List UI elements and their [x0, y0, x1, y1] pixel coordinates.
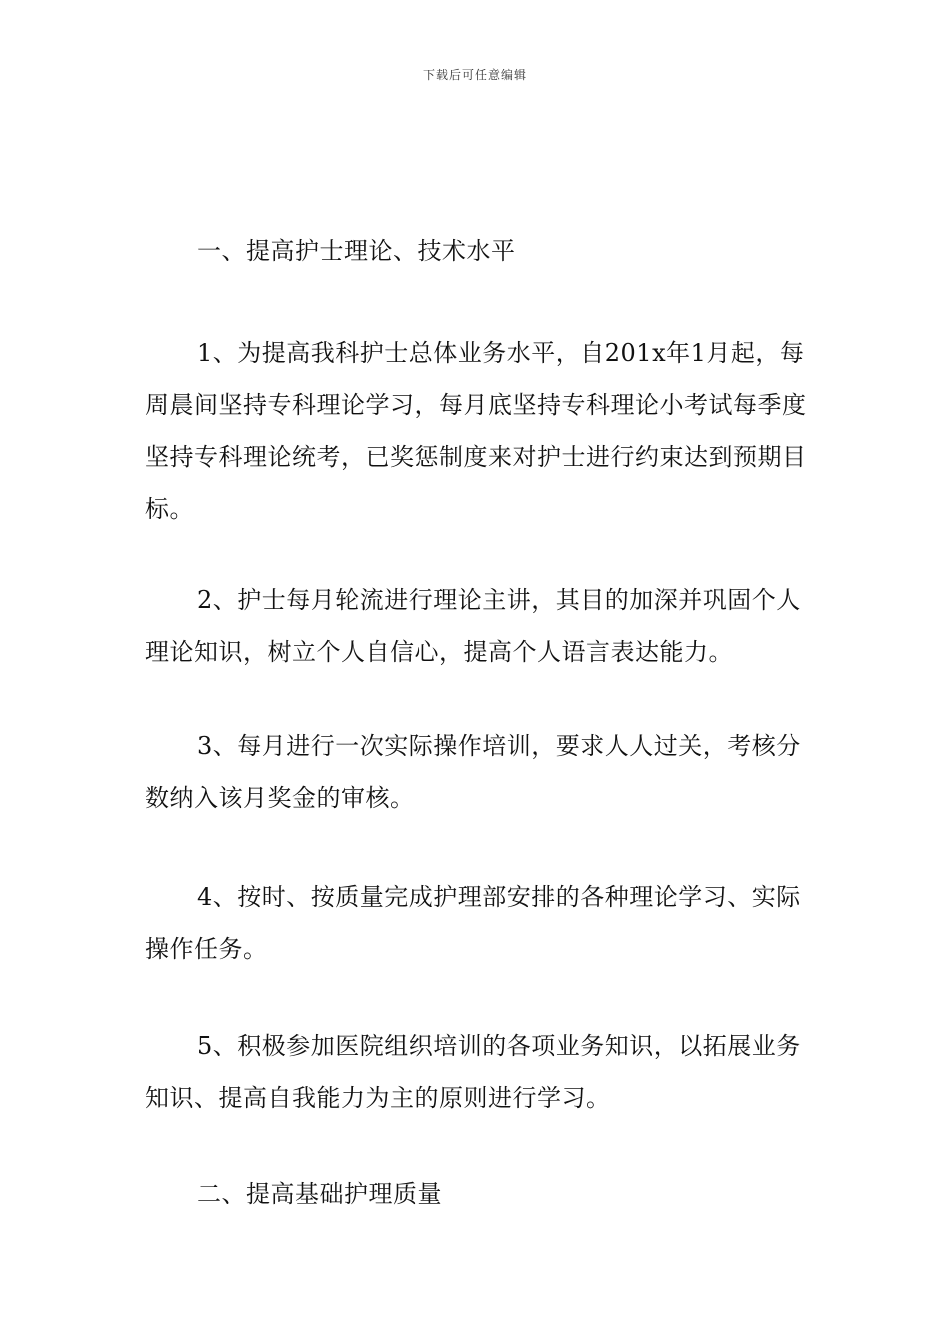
section-heading-1: 一、提高护士理论、技术水平: [197, 237, 516, 265]
paragraph-1: 1、为提高我科护士总体业务水平，自201x年1月起，每周晨间坚持专科理论学习，每月底坚持专科理论小考试每季度坚持专科理论统考，已奖惩制度来对护士进行约束达到预期目标。: [145, 339, 807, 523]
paragraph-3: 3、每月进行一次实际操作培训，要求人人过关，考核分数纳入该月奖金的审核。: [145, 732, 801, 812]
paragraph-4: 4、按时、按质量完成护理部安排的各种理论学习、实际操作任务。: [145, 883, 801, 963]
paragraph-5: 5、积极参加医院组织培训的各项业务知识，以拓展业务知识、提高自我能力为主的原则进行学习。: [145, 1032, 801, 1112]
section-heading-2: 二、提高基础护理质量: [197, 1180, 442, 1208]
page-header-note: 下载后可任意编辑: [422, 68, 527, 82]
paragraph-2: 2、护士每月轮流进行理论主讲，其目的加深并巩固个人理论知识，树立个人自信心，提高个人语言表达能力。: [145, 586, 801, 666]
